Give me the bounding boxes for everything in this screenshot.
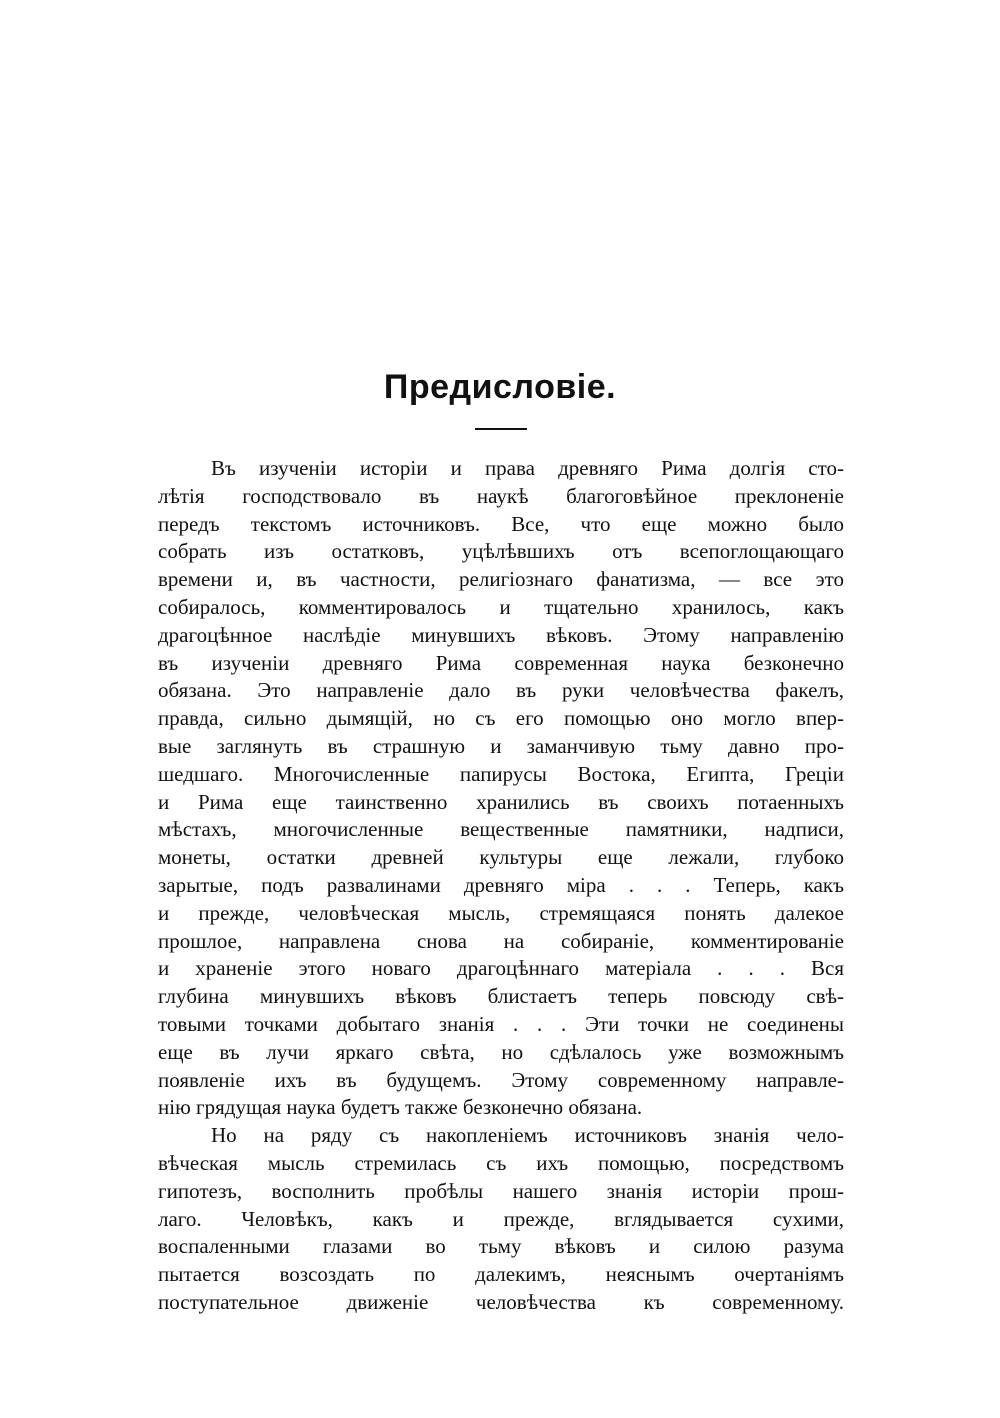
text-line: собиралось, комментировалось и тщательно хранилось, какъ	[158, 594, 844, 619]
text-line: товыми точками добытаго знанія . . . Эти точки не соединены	[158, 1011, 844, 1036]
text-line: времени и, въ частности, религіознаго фанатизма, — все это	[158, 567, 844, 592]
text-line: передъ текстомъ источниковъ. Все, что еще можно было	[158, 511, 844, 536]
text-line: нію грядущая наука будетъ также безконечно обязана.	[158, 1095, 643, 1120]
text-line: монеты, остатки древней культуры еще лежали, глубоко	[158, 845, 844, 870]
text-line: появленіе ихъ въ будущемъ. Этому современному направле-	[158, 1067, 844, 1092]
text-line: собрать изъ остатковъ, уцѣлѣвшихъ отъ всепоглощающаго	[158, 539, 844, 564]
text-line: и Рима еще таинственно хранились въ своихъ потаенныхъ	[158, 789, 844, 814]
text-line: еще въ лучи яркаго свѣта, но сдѣлалось уже возможнымъ	[158, 1039, 844, 1064]
text-line: Но на ряду съ накопленіемъ источниковъ знанія чело-	[211, 1123, 844, 1148]
text-line: пытается возсоздать по далекимъ, неяснымъ очертаніямъ	[158, 1262, 844, 1287]
text-line: Въ изученіи исторіи и права древняго Рима долгія сто-	[211, 456, 844, 480]
text-line: и прежде, человѣческая мысль, стремящаяся понять далекое	[158, 900, 844, 925]
text-line: прошлое, направлена снова на собираніе, комментированіе	[158, 928, 844, 953]
text-line: поступательное движеніе человѣчества къ современному.	[158, 1289, 844, 1314]
title-divider	[475, 428, 527, 430]
text-line: лаго. Человѣкъ, какъ и прежде, вглядывается сухими,	[158, 1206, 844, 1231]
page-title: Предисловіе.	[383, 368, 617, 406]
text-line: зарытые, подъ развалинами древняго міра . . . Теперь, какъ	[158, 872, 844, 897]
text-line: правда, сильно дымящій, но съ его помощью оно могло впер-	[158, 706, 844, 731]
text-line: драгоцѣнное наслѣдіе минувшихъ вѣковъ. Этому направленію	[158, 622, 844, 647]
text-line: глубина минувшихъ вѣковъ блистаетъ теперь повсюду свѣ-	[158, 984, 844, 1009]
text-line: и храненіе этого новаго драгоцѣннаго матеріала . . . Вся	[158, 956, 844, 981]
text-line: лѣтія господствовало въ наукѣ благоговѣйное преклоненіе	[158, 483, 844, 508]
text-line: вые заглянуть въ страшную и заманчивую тьму давно про-	[158, 733, 844, 758]
text-line: обязана. Это направленіе дало въ руки человѣчества факелъ,	[158, 678, 844, 703]
text-line: воспаленными глазами во тьму вѣковъ и силою разума	[158, 1234, 844, 1259]
body-text	[158, 455, 844, 1317]
text-line: мѣстахъ, многочисленные вещественные памятники, надписи,	[158, 817, 844, 842]
text-line: въ изученіи древняго Рима современная наука безконечно	[158, 650, 844, 675]
text-line: вѣческая мысль стремилась съ ихъ помощью, посредствомъ	[158, 1150, 844, 1175]
text-line: гипотезъ, восполнить пробѣлы нашего знанія исторіи прош-	[158, 1178, 844, 1203]
text-line: шедшаго. Многочисленные папирусы Востока, Египта, Греціи	[158, 761, 844, 786]
